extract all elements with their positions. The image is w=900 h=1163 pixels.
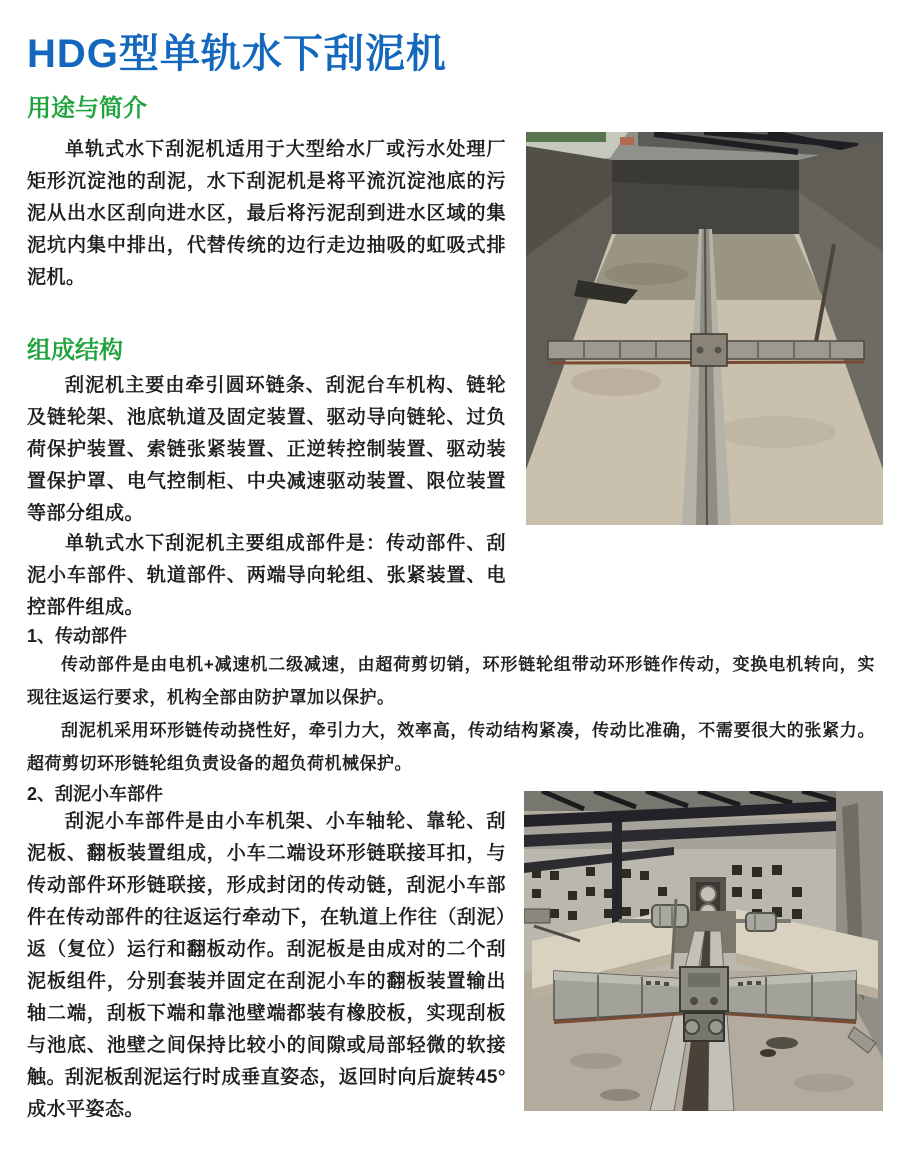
sedimentation-tank-photo (526, 132, 883, 525)
sedimentation-tank-photo-illustration (526, 132, 883, 525)
subheading-carriage: 2、刮泥小车部件 (27, 784, 164, 804)
composition-paragraph-2: 单轨式水下刮泥机主要组成部件是：传动部件、刮泥小车部件、轨道部件、两端导向轮组、张紧装置、电控部件组成。 (27, 533, 506, 618)
subheading-transmission: 1、传动部件 (27, 626, 128, 646)
scraper-carriage-photo-illustration (524, 791, 883, 1111)
scraper-carriage-photo (524, 791, 883, 1111)
carriage-paragraph-1: 刮泥小车部件是由小车机架、小车轴轮、靠轮、刮泥板、翻板装置组成，小车二端设环形链联接耳扣，与传动部件环形链联接，形成封闭的传动链，刮泥小车部件在传动部件的往返运行牵动下，在轨道上作往（刮泥）返（复位）运行和翻板动作。刮泥板是由成对的二个刮泥板组件，分别套装并固定在刮泥小车的翻板装置输出轴二端，刮板下端和靠池壁端都装有橡胶板，实现刮板与池底、池壁之间保持比较小的间隙或局部轻微的软接触。 (27, 811, 506, 1088)
intro-paragraph: 单轨式水下刮泥机适用于大型给水厂或污水处理厂矩形沉淀池的刮泥，水下刮泥机是将平流沉淀池底的污泥从出水区刮向进水区，最后将污泥刮到进水区域的集泥坑内集中排出，代替传统的边行走边抽吸的虹吸式排泥机。 (27, 139, 506, 288)
section-heading-intro: 用途与简介 (27, 95, 147, 122)
transmission-paragraph-2: 刮泥机采用环形链传动挠性好，牵引力大，效率高，传动结构紧凑，传动比准确，不需要很大的张紧力。超荷剪切环形链轮组负责设备的超负荷机械保护。 (27, 721, 875, 773)
page-title: HDG型单轨水下刮泥机 (27, 32, 447, 76)
transmission-paragraph-1: 传动部件是由电机+减速机二级减速，由超荷剪切销，环形链轮组带动环形链作传动，变换电机转向，实现往返运行要求，机构全部由防护罩加以保护。 (27, 655, 875, 707)
composition-paragraph-1: 刮泥机主要由牵引圆环链条、刮泥台车机构、链轮及链轮架、池底轨道及固定装置、驱动导向链轮、过负荷保护装置、索链张紧装置、正逆转控制装置、驱动装置保护罩、电气控制柜、中央减速驱动装置、限位装置等部分组成。 (27, 375, 506, 524)
section-heading-composition: 组成结构 (27, 337, 123, 364)
carriage-paragraph-2: 刮泥板刮泥运行时成垂直姿态，返回时向后旋转45°成水平姿态。 (27, 1067, 506, 1120)
